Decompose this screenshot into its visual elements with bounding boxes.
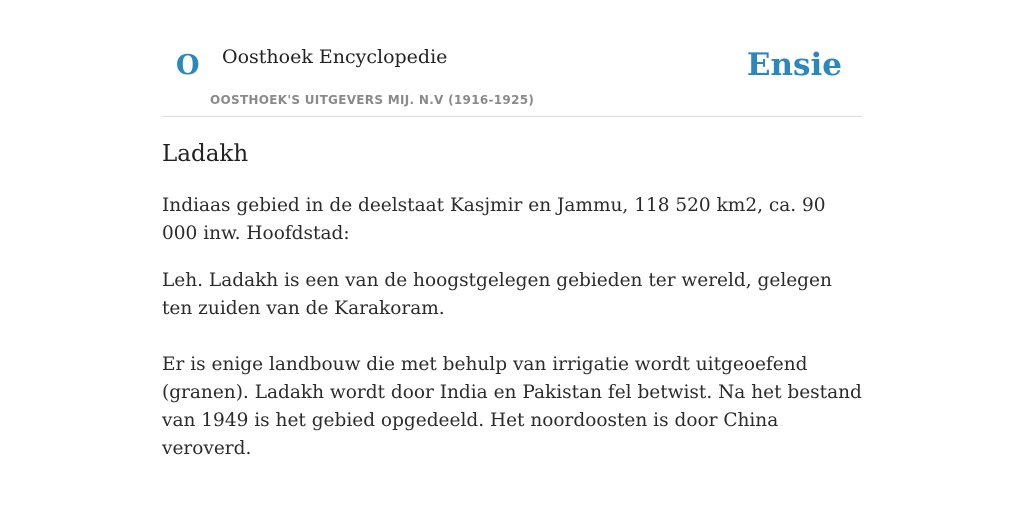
article-paragraph: Indiaas gebied in de deelstaat Kasjmir en Jammu, 118 520 km2, ca. 90 000 inw. Hoofdstad: xyxy=(162,195,826,244)
article-body xyxy=(162,138,862,463)
ensie-brand-link[interactable]: Ensie xyxy=(746,47,842,83)
article-title: Ladakh xyxy=(162,141,249,167)
article-paragraph: Er is enige landbouw die met behulp van irrigatie wordt uitgeoefend (granen). Ladakh wordt door India en Pakistan fel betwist. Na het bestand van 1949 is het gebied opgedeeld. Het noordoosten is door China veroverd. xyxy=(162,354,862,459)
encyclopedia-logo[interactable]: O xyxy=(176,50,200,81)
publisher-subtitle: OOSTHOEK'S UITGEVERS MIJ. N.V (1916-1925) xyxy=(210,93,535,107)
article-paragraph: Leh. Ladakh is een van de hoogstgelegen gebieden ter wereld, gelegen ten zuiden van de Karakoram. xyxy=(162,270,832,319)
encyclopedia-header xyxy=(162,36,862,117)
encyclopedia-title-link[interactable]: Oosthoek Encyclopedie xyxy=(222,46,448,68)
